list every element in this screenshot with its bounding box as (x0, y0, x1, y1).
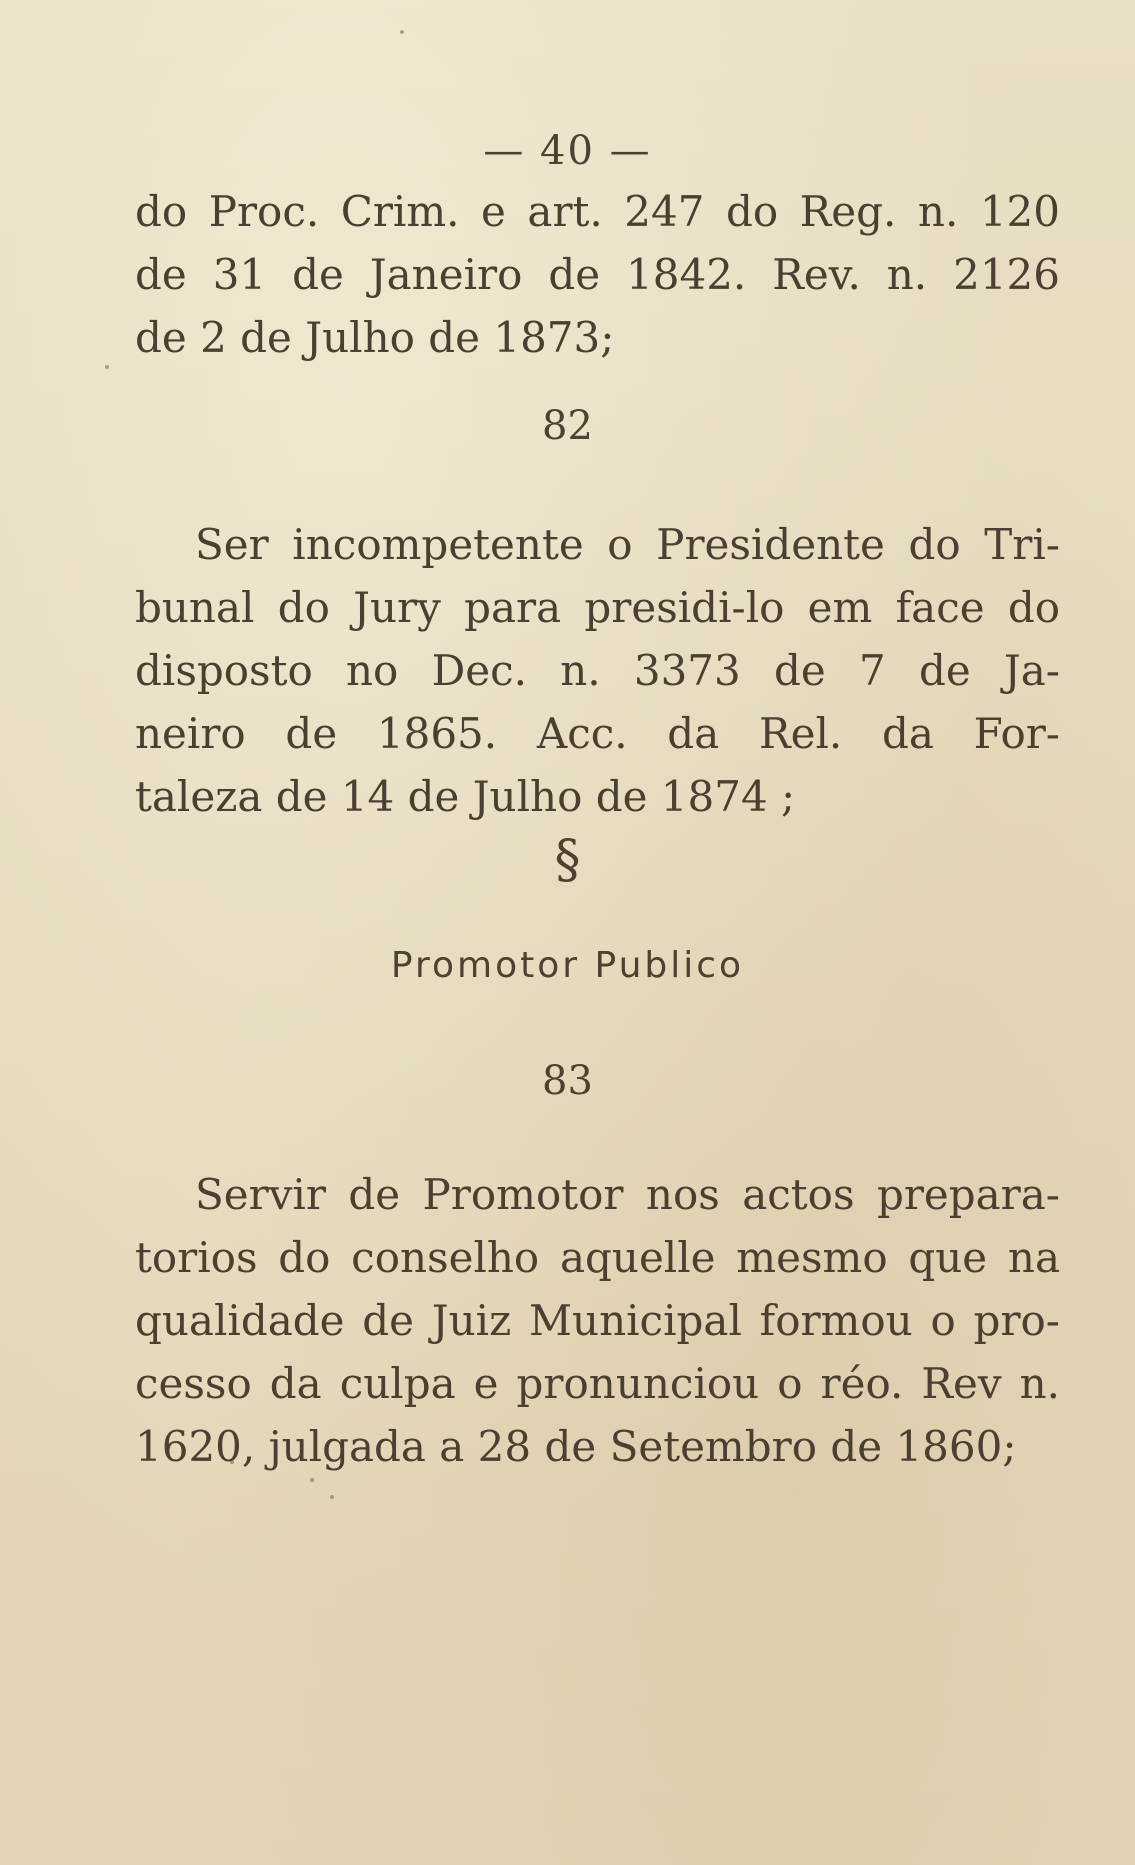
paper-speck (310, 1478, 314, 1482)
item-82-paragraph (135, 513, 1060, 828)
paragraph-line: cesso da culpa e pronunciou o réo. Rev n. (135, 1359, 1060, 1408)
paragraph-line: Ser incompetente o Presidente do Tri- (195, 520, 1060, 569)
intro-paragraph (135, 180, 1060, 369)
paragraph-line: torios do conselho aquelle mesmo que na (135, 1233, 1060, 1282)
paper-speck (105, 365, 109, 369)
paragraph-line: do Proc. Crim. e art. 247 do Reg. n. 120 (135, 187, 1060, 236)
item-number-83: 83 (542, 1058, 593, 1104)
item-83-paragraph (135, 1163, 1060, 1478)
paragraph-line: de 2 de Julho de 1873; (135, 313, 615, 362)
paragraph-line: disposto no Dec. n. 3373 de 7 de Ja- (135, 646, 1060, 695)
paper-speck (230, 1460, 234, 1464)
paragraph-line: de 31 de Janeiro de 1842. Rev. n. 2126 (135, 250, 1060, 299)
page-number: — 40 — (483, 128, 652, 174)
paragraph-line: Servir de Promotor nos actos prepara- (195, 1170, 1060, 1219)
paragraph-line: taleza de 14 de Julho de 1874 ; (135, 772, 796, 821)
paper-speck (330, 1495, 334, 1499)
paragraph-line: neiro de 1865. Acc. da Rel. da For- (135, 709, 1060, 758)
paragraph-line: bunal do Jury para presidi-lo em face do (135, 583, 1060, 632)
paragraph-line: qualidade de Juiz Municipal formou o pro- (135, 1296, 1060, 1345)
section-sign: § (554, 830, 581, 890)
paper-speck (400, 30, 404, 34)
paragraph-line: 1620, julgada a 28 de Setembro de 1860; (135, 1422, 1017, 1471)
section-title: Promotor Publico (390, 945, 745, 986)
item-number-82: 82 (542, 403, 593, 449)
